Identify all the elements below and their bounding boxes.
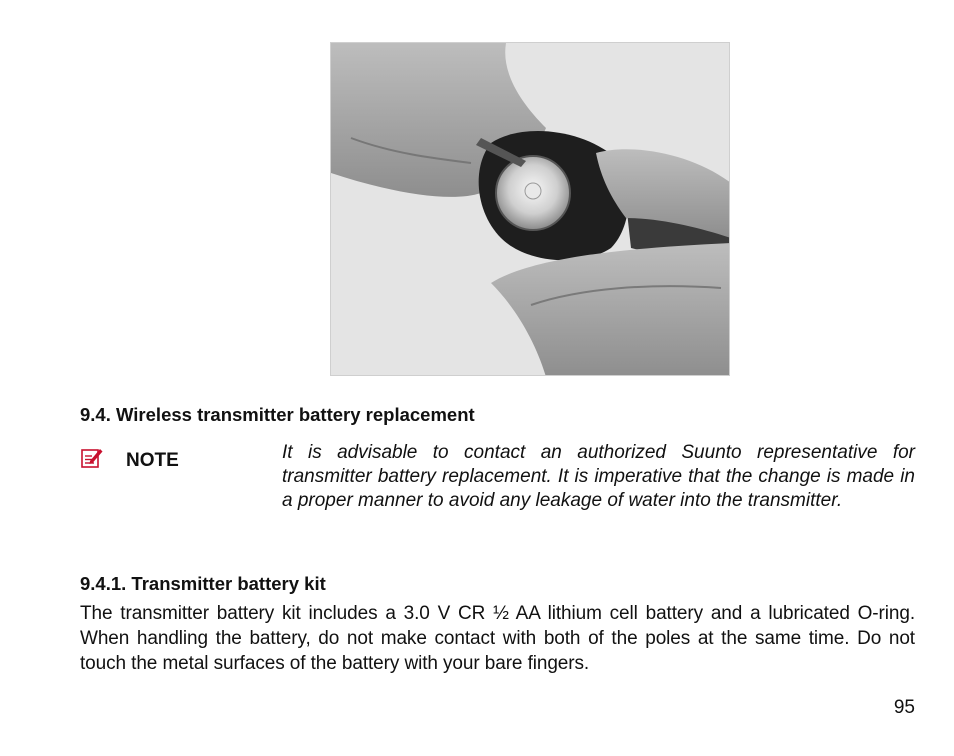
body-paragraph: The transmitter battery kit includes a 3.0 V CR ½ AA lithium cell battery and a lubricated O-ring. When handling the battery, do not make contact with both of the poles at the same time. Do not touch the metal surfaces of the battery with your bare fingers. bbox=[80, 603, 915, 674]
subsection-heading: 9.4.1. Transmitter battery kit bbox=[80, 573, 326, 594]
transmitter-battery-photo bbox=[330, 42, 730, 376]
photo-illustration bbox=[331, 43, 730, 376]
note-label: NOTE bbox=[126, 450, 179, 471]
page-number: 95 bbox=[893, 697, 915, 718]
note-pencil-icon bbox=[80, 446, 104, 470]
note-text: It is advisable to contact an authorized Suunto representative for transmitter battery replacement. It is imperative that the change is made in a proper manner to avoid any leakage of water into the transmitter. bbox=[282, 442, 915, 511]
section-heading: 9.4. Wireless transmitter battery replacement bbox=[80, 404, 475, 425]
